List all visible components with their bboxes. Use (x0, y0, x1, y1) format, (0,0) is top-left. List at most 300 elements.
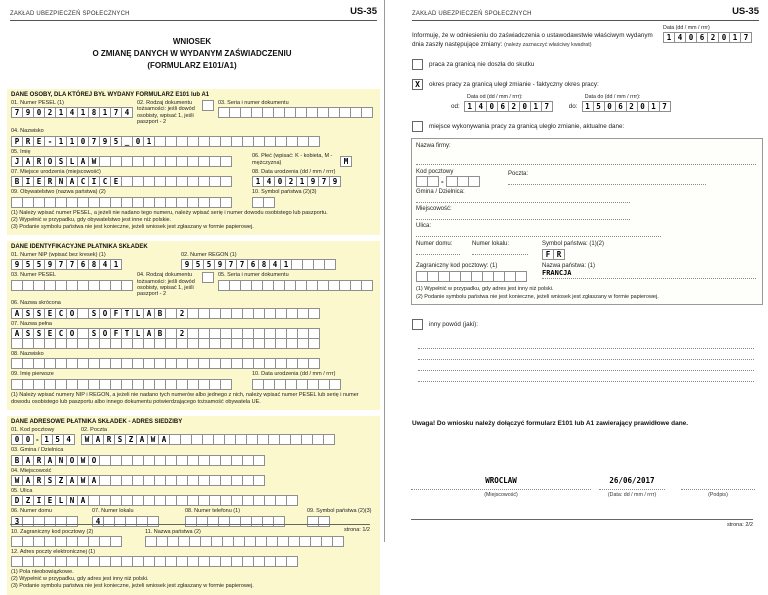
pesel-boxes[interactable] (11, 107, 133, 118)
box-cell[interactable]: 2 (44, 107, 56, 118)
box-cell[interactable]: A (143, 328, 155, 339)
street-line[interactable] (416, 229, 661, 237)
box-cell[interactable]: C (55, 328, 67, 339)
box-cell[interactable] (220, 197, 232, 208)
page1-footer-line (10, 524, 370, 525)
box-cell[interactable]: 1 (110, 259, 122, 270)
intro-paragraph: Informuję, że w odniesieniu do zaświadczenia o ustawodawstwie właściwym wydanym dnia zaszły następujące zmiany: (należy zaznaczyć właściwy kwadrat) (412, 32, 653, 49)
box-cell[interactable]: 1 (663, 32, 675, 43)
date-from-boxes[interactable] (464, 101, 553, 112)
box-cell[interactable]: 9 (214, 259, 226, 270)
box-cell[interactable]: 4 (674, 32, 686, 43)
form-code: US-35 (350, 6, 377, 17)
panel-country-symbol-boxes[interactable] (542, 249, 604, 260)
box-cell[interactable]: E (44, 328, 56, 339)
box-cell[interactable]: 1 (729, 32, 741, 43)
surname-boxes[interactable] (11, 136, 320, 147)
signature-sign: (Podpis) (681, 476, 755, 498)
box-cell[interactable]: L (132, 308, 144, 319)
box-cell[interactable]: F (542, 249, 554, 260)
nip-boxes[interactable] (11, 259, 177, 270)
box-cell[interactable]: 0 (604, 101, 616, 112)
box-cell[interactable] (308, 308, 320, 319)
box-cell[interactable]: 5 (593, 101, 605, 112)
full-name-boxes-2[interactable] (11, 338, 320, 349)
box-cell[interactable]: 1 (648, 101, 660, 112)
box-cell[interactable]: N (66, 495, 78, 506)
box-cell[interactable]: A (158, 434, 170, 445)
field-email: 12. Adres poczty elektronicznej (1) (11, 549, 298, 567)
field-sex: 06. Płeć (wpisać: K - kobieta, M - mężczyzna) M (252, 149, 372, 167)
panel-postal-boxes-2[interactable] (446, 176, 480, 187)
box-cell[interactable]: S (33, 328, 45, 339)
box-cell[interactable]: T (121, 308, 133, 319)
box-cell[interactable] (220, 379, 232, 390)
box-cell[interactable]: 4 (121, 107, 133, 118)
box-cell[interactable]: 6 (77, 259, 89, 270)
date-to-boxes[interactable] (582, 101, 671, 112)
s2-row2 (11, 272, 376, 298)
box-cell[interactable]: 3 (11, 516, 23, 527)
box-cell[interactable]: O (66, 328, 78, 339)
doc-type-box[interactable] (202, 100, 214, 111)
field-city: 04. Miejscowość W A R S Z A W A (11, 468, 265, 486)
form-title-line2: O ZMIANĘ DANYCH W WYDANYM ZAŚWIADCZENIU (92, 49, 292, 58)
signature-city-line[interactable] (411, 489, 591, 490)
box-cell[interactable] (308, 338, 320, 349)
other-reason-line-4[interactable] (418, 371, 754, 382)
box-cell[interactable]: Z (125, 434, 137, 445)
box-cell[interactable]: 2 (626, 101, 638, 112)
box-cell[interactable] (515, 271, 527, 282)
page1-footer (10, 524, 370, 533)
box-cell[interactable]: R (33, 156, 45, 167)
box-cell[interactable]: 7 (55, 259, 67, 270)
box-cell[interactable]: 5 (33, 259, 45, 270)
box-cell[interactable]: 7 (659, 101, 671, 112)
box-cell[interactable]: 2 (176, 328, 188, 339)
box-cell[interactable]: 0 (519, 101, 531, 112)
box-cell[interactable]: 1 (143, 136, 155, 147)
panel-commune: Gmina / Dzielnica: (416, 189, 756, 203)
company-name-line[interactable] (416, 157, 756, 165)
box-cell[interactable]: 9 (307, 176, 319, 187)
box-cell[interactable]: 9 (329, 176, 341, 187)
post-office-boxes[interactable] (81, 434, 372, 445)
panel-country-name: Nazwa państwa: (1) FRANCJA (542, 263, 756, 282)
panel-country-symbol: Symbol państwa: (1)(2) F R (542, 241, 605, 260)
box-cell[interactable]: 1 (296, 176, 308, 187)
box-cell[interactable]: 1 (41, 434, 53, 445)
box-cell[interactable]: N (55, 455, 67, 466)
box-cell[interactable]: 1 (77, 107, 89, 118)
box-cell[interactable] (308, 358, 320, 369)
box-cell[interactable]: 4 (92, 516, 104, 527)
field-surname: 04. Nazwisko P R E - 1 1 0 7 9 5 _ 0 1 (11, 128, 320, 146)
box-cell[interactable]: 4 (475, 101, 487, 112)
box-cell[interactable] (468, 176, 480, 187)
panel-postal-row (416, 169, 756, 187)
panel-postal-code: Kod pocztowy - (416, 169, 508, 187)
box-cell[interactable]: E (44, 495, 56, 506)
option-period-changed: X okres pracy za granicą uległ zmianie - faktyczny okres pracy: (412, 79, 759, 90)
email-boxes[interactable] (11, 556, 298, 567)
box-cell[interactable] (202, 272, 214, 283)
panel-foreign-row (416, 263, 756, 282)
box-cell[interactable]: S (88, 308, 100, 319)
box-cell[interactable]: R (22, 136, 34, 147)
box-cell[interactable]: B (11, 455, 23, 466)
signature-block (411, 476, 755, 498)
box-cell[interactable]: 0 (11, 434, 23, 445)
field-address-country-symbol: 09. Symbol państwa (2)(3) (307, 508, 372, 526)
field-street: 05. Ulica D Z I E L N A (11, 488, 298, 506)
checkbox-period-changed[interactable]: X (412, 79, 423, 90)
box-cell[interactable]: W (81, 434, 93, 445)
country-name-boxes[interactable] (145, 536, 372, 547)
box-cell[interactable]: 9 (44, 259, 56, 270)
box-cell[interactable]: 1 (252, 176, 264, 187)
box-cell[interactable]: 5 (203, 259, 215, 270)
box-cell[interactable]: S (22, 328, 34, 339)
box-cell[interactable]: O (44, 156, 56, 167)
box-cell[interactable]: C (77, 176, 89, 187)
box-cell[interactable]: E (44, 308, 56, 319)
box-cell[interactable]: W (77, 475, 89, 486)
foreign-postal-code-boxes[interactable] (11, 536, 141, 547)
birth-date-boxes[interactable] (252, 176, 372, 187)
box-cell[interactable]: A (22, 156, 34, 167)
short-name-boxes[interactable] (11, 308, 320, 319)
box-cell[interactable]: A (66, 475, 78, 486)
box-cell[interactable]: 5 (192, 259, 204, 270)
s3-row2 (11, 447, 376, 465)
box-cell[interactable]: S (22, 308, 34, 319)
box-cell[interactable]: 7 (11, 107, 23, 118)
box-cell[interactable]: S (114, 434, 126, 445)
postal-code-boxes-2[interactable] (41, 434, 75, 445)
commune-line[interactable] (416, 195, 630, 203)
box-cell[interactable]: T (121, 328, 133, 339)
payer-first-name-boxes[interactable] (11, 379, 248, 390)
box-cell[interactable]: O (88, 455, 100, 466)
field-short-name: 06. Nazwa skrócona A S S E C O S O F T L A B 2 (11, 300, 320, 318)
field-house-number: 06. Numer domu 3 (11, 508, 88, 526)
box-cell[interactable]: 1 (66, 136, 78, 147)
box-cell[interactable]: 7 (66, 259, 78, 270)
box-cell[interactable]: A (88, 475, 100, 486)
box-cell[interactable]: 4 (63, 434, 75, 445)
box-cell[interactable]: 9 (22, 107, 34, 118)
box-cell[interactable]: A (22, 475, 34, 486)
box-cell[interactable]: S (33, 308, 45, 319)
box-cell[interactable]: 7 (110, 107, 122, 118)
checkbox-other-reason[interactable] (412, 319, 423, 330)
box-cell[interactable] (121, 280, 133, 291)
option-workplace-changed: miejsce wykonywania pracy za granicą uległo zmianie, aktualne dane: (412, 121, 759, 132)
org-name: ZAKŁAD UBEZPIECZEŃ SPOŁECZNYCH (10, 11, 130, 17)
box-cell[interactable]: R (33, 475, 45, 486)
box-cell[interactable]: 0 (718, 32, 730, 43)
form-title-line3: (FORMULARZ E101/A1) (147, 61, 237, 70)
box-cell[interactable]: 8 (258, 259, 270, 270)
payer-doc-series-boxes[interactable] (218, 280, 373, 291)
box-cell[interactable]: 1 (55, 136, 67, 147)
box-cell[interactable] (220, 176, 232, 187)
s1-row5 (11, 189, 376, 207)
box-cell[interactable]: 4 (99, 259, 111, 270)
regon-boxes[interactable] (181, 259, 372, 270)
box-cell[interactable]: 5 (22, 259, 34, 270)
signature-date-line[interactable] (599, 489, 665, 490)
option-other-reason: inny powód (jaki): (412, 319, 759, 330)
box-cell[interactable]: L (66, 156, 78, 167)
box-cell[interactable]: E (33, 176, 45, 187)
box-cell[interactable]: A (44, 455, 56, 466)
field-birth-place: 07. Miejsce urodzenia (miejscowość) B I E R N A C I C E (11, 169, 248, 187)
box-cell[interactable]: Z (55, 475, 67, 486)
box-cell[interactable]: L (132, 328, 144, 339)
box-cell[interactable]: L (55, 495, 67, 506)
box-cell[interactable]: R (553, 249, 565, 260)
field-payer-surname: 08. Nazwisko (11, 351, 320, 369)
box-cell[interactable]: O (66, 308, 78, 319)
country-name-line[interactable] (542, 277, 756, 279)
box-cell[interactable]: E (110, 176, 122, 187)
box-cell[interactable]: 7 (740, 32, 752, 43)
box-cell[interactable]: P (11, 136, 23, 147)
city-boxes[interactable] (11, 475, 265, 486)
form-page-1 (0, 0, 384, 590)
box-cell[interactable]: Z (22, 495, 34, 506)
other-reason-line-3[interactable] (418, 360, 754, 371)
country-symbol-boxes[interactable] (252, 197, 372, 208)
section2-footnote: (1) Należy wpisać numery NIP i REGON, a jeżeli nie nadano tych numerów albo jednego z nich, należy wpisać numer PESEL lub serię i numer dowodu osobistego lub paszportu albo innego dokumentu potwierdzającego tożsamość obywatela UE. (11, 391, 359, 405)
box-cell[interactable]: F (110, 328, 122, 339)
box-cell[interactable]: B (11, 176, 23, 187)
box-cell[interactable]: R (44, 176, 56, 187)
box-cell[interactable]: I (33, 495, 45, 506)
box-cell[interactable]: 4 (263, 176, 275, 187)
box-cell[interactable]: 2 (285, 176, 297, 187)
box-cell[interactable]: A (66, 176, 78, 187)
payer-birth-date-boxes[interactable] (252, 379, 372, 390)
box-cell[interactable]: O (99, 328, 111, 339)
box-cell[interactable] (332, 536, 344, 547)
field-doc-type: 02. Rodzaj dokumentu tożsamości: jeśli dowód osobisty, wpisać 1, jeśli paszport - 2 (137, 100, 214, 126)
box-cell[interactable]: A (77, 156, 89, 167)
box-cell[interactable]: R (33, 455, 45, 466)
box-cell[interactable]: 2 (176, 308, 188, 319)
payer-doc-type-box[interactable] (202, 272, 214, 283)
box-cell[interactable]: A (92, 434, 104, 445)
box-cell[interactable]: 4 (66, 107, 78, 118)
other-reason-line-1[interactable] (418, 338, 754, 349)
box-cell[interactable]: O (66, 455, 78, 466)
box-cell[interactable]: 0 (33, 107, 45, 118)
s1-row3 (11, 149, 376, 167)
box-cell[interactable] (110, 536, 122, 547)
box-cell[interactable]: C (55, 308, 67, 319)
panel-postal-boxes-1[interactable] (416, 176, 439, 187)
box-cell[interactable]: 1 (530, 101, 542, 112)
box-cell[interactable]: 1 (99, 107, 111, 118)
s2-row6 (11, 371, 376, 389)
field-payer-pesel: 03. Numer PESEL (11, 272, 133, 298)
checkbox-workplace-changed[interactable] (412, 121, 423, 132)
box-cell[interactable] (263, 197, 275, 208)
box-cell[interactable]: 0 (22, 434, 34, 445)
box-cell[interactable] (323, 434, 335, 445)
other-reason-line-2[interactable] (418, 349, 754, 360)
box-cell[interactable]: A (77, 495, 89, 506)
street-boxes[interactable] (11, 495, 298, 506)
box-cell[interactable]: 6 (497, 101, 509, 112)
commune-boxes[interactable] (11, 455, 265, 466)
post-office-line[interactable] (508, 177, 706, 185)
box-cell[interactable] (253, 475, 265, 486)
box-cell[interactable]: 9 (11, 259, 23, 270)
s1-row4 (11, 169, 376, 187)
box-cell[interactable] (361, 107, 373, 118)
checkbox-work-not-started[interactable] (412, 59, 423, 70)
box-cell[interactable]: 0 (77, 136, 89, 147)
box-cell[interactable]: W (11, 475, 23, 486)
page2-footer (411, 519, 753, 528)
box-cell[interactable] (329, 379, 341, 390)
attachment-note: Uwaga! Do wniosku należy dołączyć formularz E101 lub A1 zawierający prawidłowe dane. (412, 420, 689, 427)
apartment-number-line[interactable] (472, 247, 528, 255)
box-cell[interactable]: 2 (707, 32, 719, 43)
box-cell[interactable]: 7 (88, 136, 100, 147)
section-person-data (7, 89, 380, 235)
box-cell[interactable]: - (44, 136, 56, 147)
box-cell[interactable]: A (22, 455, 34, 466)
box-cell[interactable]: W (88, 156, 100, 167)
box-cell[interactable]: 2 (508, 101, 520, 112)
box-cell[interactable]: 0 (132, 136, 144, 147)
box-cell[interactable]: M (340, 156, 352, 167)
box-cell[interactable]: B (154, 328, 166, 339)
box-cell[interactable]: S (55, 156, 67, 167)
box-cell[interactable]: B (154, 308, 166, 319)
box-cell[interactable]: 6 (615, 101, 627, 112)
s2-row4 (11, 321, 376, 349)
box-cell[interactable]: S (44, 475, 56, 486)
box-cell[interactable] (253, 455, 265, 466)
page1-header (10, 6, 377, 21)
box-cell[interactable]: 0 (685, 32, 697, 43)
citizenship-boxes[interactable] (11, 197, 248, 208)
box-cell[interactable]: 5 (110, 136, 122, 147)
other-reason-lines (418, 338, 754, 382)
box-cell[interactable]: 7 (225, 259, 237, 270)
postal-code-boxes-1[interactable] (11, 434, 34, 445)
field-issue-date: Data (dd / mm / rrrr) 1 4 0 6 2 0 1 7 (663, 24, 759, 50)
house-number-line[interactable] (416, 247, 460, 255)
box-cell[interactable]: S (88, 328, 100, 339)
box-cell[interactable]: 9 (99, 136, 111, 147)
intro-note: (należy zaznaczyć właściwy kwadrat) (504, 42, 592, 49)
sex-box[interactable] (340, 156, 352, 167)
box-cell[interactable]: A (136, 434, 148, 445)
box-cell[interactable]: 0 (486, 101, 498, 112)
box-cell[interactable] (202, 100, 214, 111)
box-cell[interactable]: 7 (236, 259, 248, 270)
field-apartment-number: 07. Numer lokalu 4 (92, 508, 181, 526)
box-cell[interactable]: A (143, 308, 155, 319)
box-cell[interactable]: I (88, 176, 100, 187)
s3-row4 (11, 488, 376, 506)
page2-number: strona: 2/2 (727, 522, 753, 528)
box-cell[interactable]: J (11, 156, 23, 167)
field-payer-first-name: 09. Imię pierwsze (11, 371, 248, 389)
payer-surname-boxes[interactable] (11, 358, 320, 369)
box-cell[interactable] (220, 156, 232, 167)
doc-series-boxes[interactable] (218, 107, 373, 118)
box-cell[interactable]: 7 (541, 101, 553, 112)
box-cell[interactable]: O (99, 308, 111, 319)
box-cell[interactable]: F (110, 308, 122, 319)
box-cell[interactable] (286, 495, 298, 506)
panel-foreign-postal-boxes[interactable] (416, 271, 542, 282)
box-cell[interactable]: 9 (181, 259, 193, 270)
box-cell[interactable] (308, 136, 320, 147)
box-cell[interactable]: 0 (637, 101, 649, 112)
box-cell[interactable]: D (11, 495, 23, 506)
box-cell[interactable]: 4 (269, 259, 281, 270)
issue-date-boxes[interactable] (663, 32, 759, 43)
box-cell[interactable]: 5 (52, 434, 64, 445)
panel-post-office: Poczta: (508, 169, 756, 187)
section-payer-address (7, 416, 380, 595)
box-cell[interactable]: 1 (55, 107, 67, 118)
box-cell[interactable]: C (99, 176, 111, 187)
box-cell[interactable]: 0 (274, 176, 286, 187)
box-cell[interactable]: 1 (464, 101, 476, 112)
box-cell[interactable]: 1 (280, 259, 292, 270)
box-cell[interactable] (427, 176, 439, 187)
box-cell[interactable]: _ (121, 136, 133, 147)
city-line[interactable] (416, 212, 630, 220)
box-cell[interactable]: A (11, 308, 23, 319)
box-cell[interactable] (324, 259, 336, 270)
section3-title: DANE ADRESOWE PŁATNIKA SKŁADEK - ADRES SIEDZIBY (11, 419, 183, 426)
birth-place-boxes[interactable] (11, 176, 248, 187)
box-cell[interactable]: W (77, 455, 89, 466)
box-cell[interactable]: 6 (696, 32, 708, 43)
box-cell[interactable]: 7 (318, 176, 330, 187)
box-cell[interactable]: E (33, 136, 45, 147)
box-cell[interactable]: W (147, 434, 159, 445)
first-name-boxes[interactable] (11, 156, 248, 167)
country-name-value: FRANCJA (542, 269, 572, 278)
signature-sign-line[interactable] (681, 489, 755, 490)
box-cell[interactable]: 6 (247, 259, 259, 270)
form-title (0, 36, 384, 72)
box-cell[interactable]: N (55, 176, 67, 187)
payer-pesel-boxes[interactable] (11, 280, 133, 291)
box-cell[interactable]: 1 (582, 101, 594, 112)
section1-footnotes: (1) Należy wpisać numer PESEL, a jeżeli nie nadano tego numeru, należy wpisać serię i numer dowodu osobistego lub paszportu. (2) Wypełnić w przypadku, gdy obywatelstwo jest inne niż polskie. (3) Podanie symbolu państwa nie jest konieczne, jeżeli wniosek jest zgłaszany w formie papierowej. (11, 209, 328, 230)
box-cell[interactable] (361, 280, 373, 291)
box-cell[interactable] (286, 556, 298, 567)
box-cell[interactable]: I (22, 176, 34, 187)
box-cell[interactable]: A (11, 328, 23, 339)
box-cell[interactable]: 8 (88, 107, 100, 118)
box-cell[interactable]: 8 (88, 259, 100, 270)
box-cell[interactable]: R (103, 434, 115, 445)
